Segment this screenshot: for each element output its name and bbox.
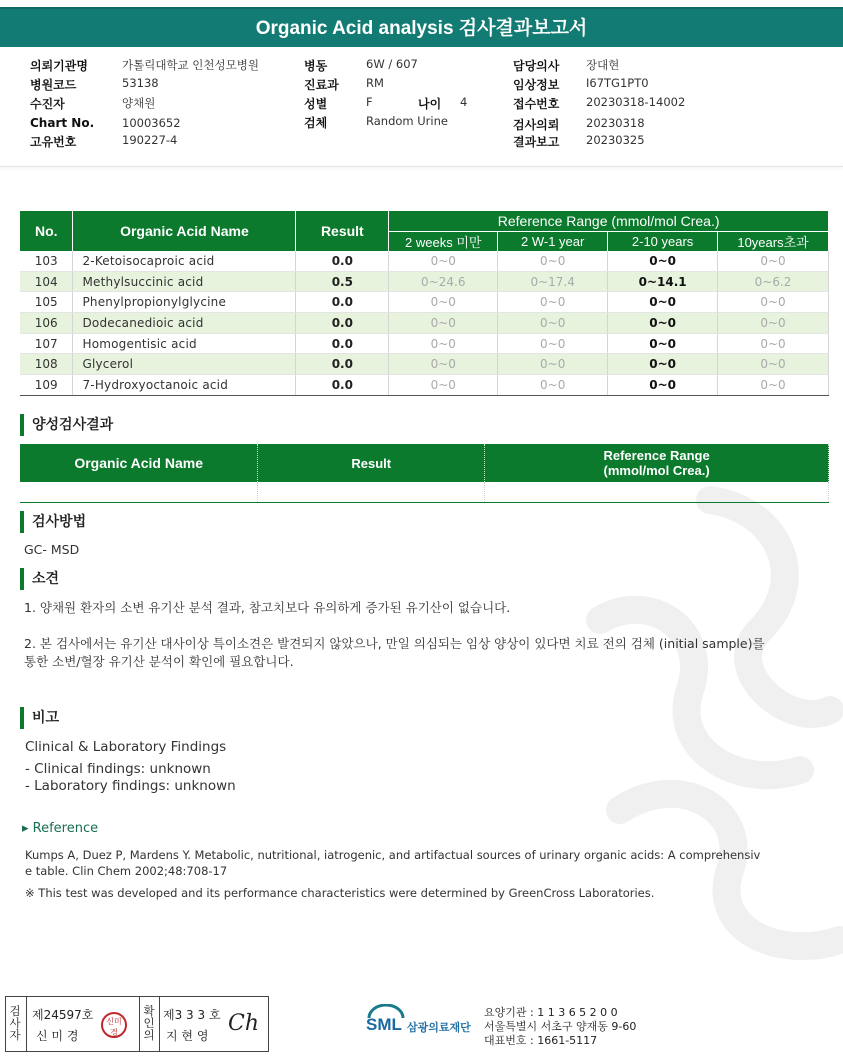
- tester-name: 신 미 경: [36, 1029, 79, 1043]
- col-header-2w-1year: 2 W-1 year: [498, 231, 608, 251]
- row-ref-2w-1year: 0~0: [498, 313, 608, 334]
- pos-ref-line1: Reference Range: [603, 448, 710, 463]
- pos-col-header-reference: [485, 444, 829, 482]
- table-row: [20, 375, 829, 396]
- row-acid-name: Dodecanedioic acid: [73, 313, 296, 334]
- label-physician: 담당의사: [513, 59, 560, 73]
- value-patient: 양채원: [122, 96, 156, 110]
- value-department: RM: [366, 76, 384, 90]
- pos-col-header-name: Organic Acid Name: [20, 444, 258, 482]
- label-age: 나이: [418, 97, 442, 111]
- reference-citation-line2: e table. Clin Chem 2002;48:708-17: [25, 864, 228, 878]
- positive-results-table: [20, 444, 829, 503]
- table-row: [20, 482, 829, 502]
- section-title-opinion: 소견: [20, 568, 59, 590]
- label-unique-no: 고유번호: [30, 135, 77, 149]
- opinion-paragraph-2-line2: 통한 소변/혈장 유기산 분석이 확인에 필요합니다.: [24, 654, 294, 669]
- col-header-no: No.: [20, 211, 73, 251]
- org-phone: 대표번호 : 1661-5117: [484, 1034, 598, 1047]
- value-requesting-institution: 가톨릭대학교 인천성모병원: [122, 58, 259, 72]
- value-age: 4: [460, 95, 468, 109]
- approver-license-no: 제3 3 3 호: [163, 1008, 221, 1022]
- label-requesting-institution: 의뢰기관명: [30, 59, 88, 73]
- table-row: [20, 251, 829, 272]
- row-ref-10years-over: 0~0: [718, 251, 829, 272]
- row-ref-2w-1year: 0~0: [498, 251, 608, 272]
- value-physician: 장대현: [586, 58, 620, 72]
- reference-citation-line1: Kumps A, Duez P, Mardens Y. Metabolic, nutritional, iatrogenic, and artifactual sources of urinary organic acids: A comprehensiv: [25, 848, 761, 862]
- table-row: [20, 292, 829, 313]
- value-report-date: 20230325: [586, 133, 645, 147]
- row-result: 0.0: [296, 354, 389, 375]
- col-header-reference-range: Reference Range (mmol/mol Crea.): [389, 211, 829, 231]
- section-title-remarks: 비고: [20, 707, 59, 729]
- row-no: 109: [20, 375, 73, 396]
- row-ref-2w-1year: 0~0: [498, 354, 608, 375]
- row-acid-name: Glycerol: [73, 354, 296, 375]
- row-ref-2weeks: 0~0: [389, 354, 498, 375]
- row-ref-10years-over: 0~0: [718, 354, 829, 375]
- value-sex: F: [366, 95, 373, 109]
- table-row: [20, 271, 829, 292]
- value-request-date: 20230318: [586, 116, 645, 130]
- row-result: 0.0: [296, 292, 389, 313]
- col-header-name: Organic Acid Name: [73, 211, 296, 251]
- col-header-10years-over: 10years초과: [718, 231, 829, 251]
- report-title: Organic Acid analysis 검사결과보고서: [0, 7, 843, 47]
- tester-license-no: 제24597호: [32, 1008, 94, 1022]
- label-ward: 병동: [304, 59, 328, 73]
- value-chart-no: 10003652: [122, 116, 181, 130]
- row-ref-2w-1year: 0~17.4: [498, 271, 608, 292]
- pos-col-header-result: Result: [258, 444, 485, 482]
- method-text: GC- MSD: [24, 542, 80, 557]
- col-header-result: Result: [296, 211, 389, 251]
- label-department: 진료과: [304, 78, 339, 92]
- col-header-2weeks: 2 weeks 미만: [389, 231, 498, 251]
- row-no: 106: [20, 313, 73, 334]
- table-row: [20, 313, 829, 334]
- label-clinical-info: 임상정보: [513, 78, 560, 92]
- row-ref-2w-1year: 0~0: [498, 292, 608, 313]
- row-result: 0.0: [296, 251, 389, 272]
- row-no: 103: [20, 251, 73, 272]
- approver-name: 지 현 영: [166, 1029, 209, 1043]
- row-no: 108: [20, 354, 73, 375]
- table-row: [20, 333, 829, 354]
- org-address: 서울특별시 서초구 양재동 9-60: [484, 1020, 637, 1033]
- row-ref-2-10years: 0~0: [608, 313, 718, 334]
- remarks-line-2: - Clinical findings: unknown: [25, 761, 211, 777]
- label-request-date: 검사의뢰: [513, 118, 560, 132]
- row-ref-2weeks: 0~0: [389, 375, 498, 396]
- row-result: 0.0: [296, 313, 389, 334]
- approver-label: 확인의: [143, 1004, 155, 1042]
- label-specimen: 검체: [304, 116, 328, 130]
- reference-label: ▸ Reference: [22, 821, 99, 836]
- row-no: 104: [20, 271, 73, 292]
- watermark-logo-icon: [560, 470, 843, 990]
- row-no: 105: [20, 292, 73, 313]
- label-chart-no: Chart No.: [30, 116, 95, 130]
- row-acid-name: Homogentisic acid: [73, 333, 296, 354]
- row-ref-2weeks: 0~24.6: [389, 271, 498, 292]
- row-ref-2-10years: 0~0: [608, 251, 718, 272]
- value-receipt-no: 20230318-14002: [586, 95, 686, 109]
- row-ref-10years-over: 0~0: [718, 375, 829, 396]
- reference-note: ※ This test was developed and its performance characteristics were determined by GreenCross Laboratories.: [25, 886, 655, 900]
- remarks-line-1: Clinical & Laboratory Findings: [25, 739, 227, 755]
- row-ref-2weeks: 0~0: [389, 333, 498, 354]
- row-ref-2w-1year: 0~0: [498, 375, 608, 396]
- opinion-paragraph-1: 1. 양채원 환자의 소변 유기산 분석 결과, 참고치보다 유의하게 증가된 유기산이 없습니다.: [24, 600, 511, 615]
- label-report-date: 결과보고: [513, 135, 560, 149]
- value-specimen: Random Urine: [366, 114, 448, 128]
- row-acid-name: Methylsuccinic acid: [73, 271, 296, 292]
- row-ref-2-10years: 0~0: [608, 375, 718, 396]
- row-ref-10years-over: 0~0: [718, 313, 829, 334]
- remarks-line-3: - Laboratory findings: unknown: [25, 778, 236, 794]
- row-acid-name: 7-Hydroxyoctanoic acid: [73, 375, 296, 396]
- section-title-method: 검사방법: [20, 511, 86, 533]
- row-result: 0.5: [296, 271, 389, 292]
- row-result: 0.0: [296, 333, 389, 354]
- label-patient: 수진자: [30, 97, 65, 111]
- signature-box: [5, 996, 269, 1052]
- row-ref-2weeks: 0~0: [389, 313, 498, 334]
- tester-label: 검사자: [9, 1004, 21, 1042]
- row-ref-2weeks: 0~0: [389, 292, 498, 313]
- row-ref-2-10years: 0~14.1: [608, 271, 718, 292]
- label-sex: 성별: [304, 97, 328, 111]
- col-header-2-10years: 2-10 years: [608, 231, 718, 251]
- row-ref-2-10years: 0~0: [608, 333, 718, 354]
- row-acid-name: 2-Ketoisocaproic acid: [73, 251, 296, 272]
- org-code: 요양기관 : 1 1 3 6 5 2 0 0: [484, 1006, 618, 1019]
- approver-signature: Ch: [228, 1011, 260, 1036]
- tester-seal-icon: 신미경: [101, 1012, 127, 1038]
- value-unique-no: 190227-4: [122, 133, 178, 147]
- sml-logo: [365, 1004, 485, 1044]
- value-ward: 6W / 607: [366, 57, 418, 71]
- section-title-positive-results: 양성검사결과: [20, 414, 113, 436]
- row-ref-2weeks: 0~0: [389, 251, 498, 272]
- opinion-paragraph-2-line1: 2. 본 검사에서는 유기산 대사이상 특이소견은 발견되지 않았으나, 만일 의심되는 임상 양상이 있다면 치료 전의 검체 (initial sample)를: [24, 636, 765, 651]
- value-clinical-info: I67TG1PT0: [586, 76, 649, 90]
- table-row: [20, 354, 829, 375]
- row-ref-10years-over: 0~0: [718, 292, 829, 313]
- row-ref-10years-over: 0~0: [718, 333, 829, 354]
- results-table: [20, 211, 829, 396]
- header-divider: [0, 166, 843, 167]
- sml-logo-text: SML: [366, 1015, 402, 1034]
- row-ref-2-10years: 0~0: [608, 354, 718, 375]
- pos-ref-line2: (mmol/mol Crea.): [603, 463, 710, 478]
- row-ref-10years-over: 0~6.2: [718, 271, 829, 292]
- row-ref-2-10years: 0~0: [608, 292, 718, 313]
- label-receipt-no: 접수번호: [513, 97, 560, 111]
- row-ref-2w-1year: 0~0: [498, 333, 608, 354]
- label-hospital-code: 병원코드: [30, 78, 77, 92]
- org-name: 삼광의료재단: [407, 1021, 471, 1034]
- row-result: 0.0: [296, 375, 389, 396]
- value-hospital-code: 53138: [122, 76, 159, 90]
- row-acid-name: Phenylpropionylglycine: [73, 292, 296, 313]
- row-no: 107: [20, 333, 73, 354]
